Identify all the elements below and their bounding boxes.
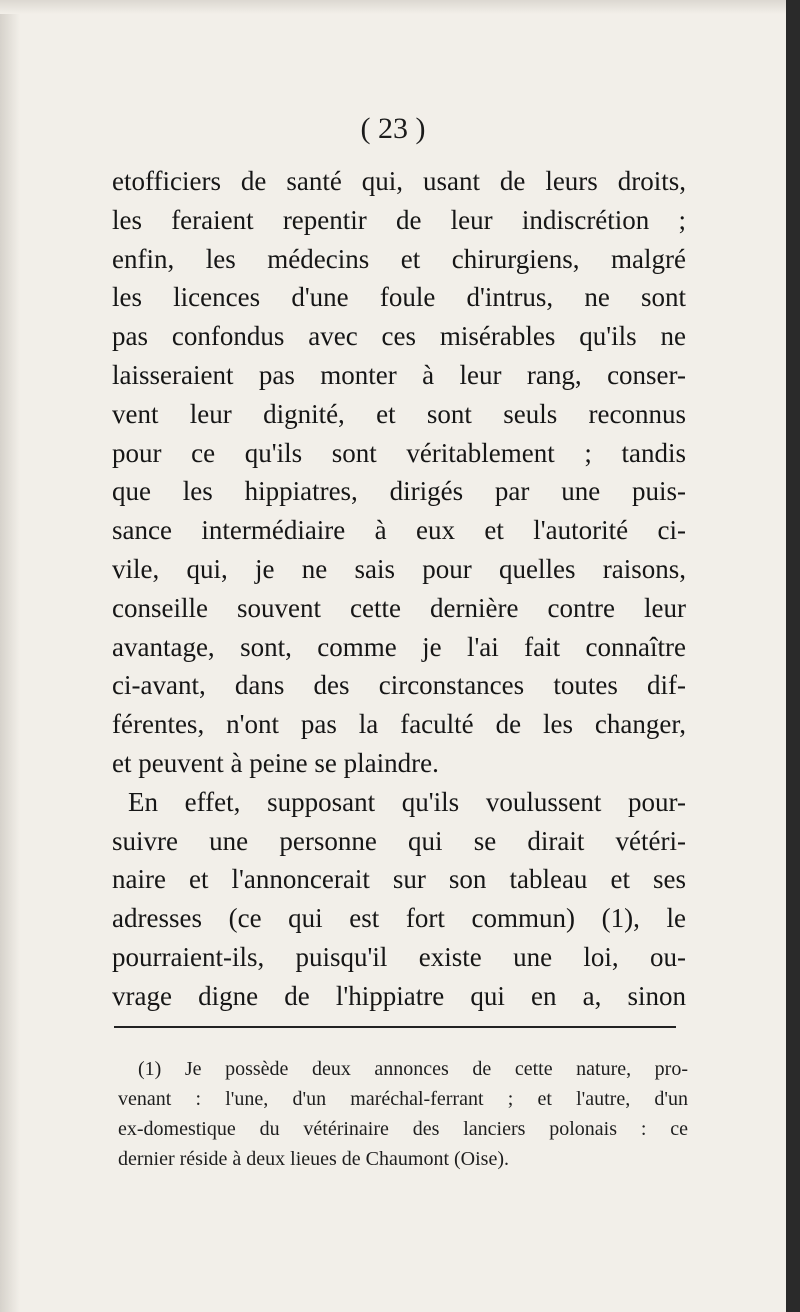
- text-line-paragraph-start: En effet, supposant qu'ils voulussent pour-: [128, 786, 686, 817]
- text-line: naire et l'annoncerait sur son tableau et ses: [112, 864, 686, 895]
- footnote-line: (1) Je possède deux annonces de cette nature, pro-: [138, 1058, 688, 1080]
- page-shadow-left: [0, 0, 20, 1312]
- text-line: enfin, les médecins et chirurgiens, malgré: [112, 243, 686, 274]
- page-shadow-top: [0, 0, 786, 14]
- page-number: ( 23 ): [360, 112, 426, 145]
- text-line: sance intermédiaire à eux et l'autorité ci-: [112, 515, 686, 546]
- text-line: pas confondus avec ces misérables qu'ils ne: [112, 321, 686, 352]
- footnote-line: venant : l'une, d'un maréchal-ferrant ; et l'autre, d'un: [118, 1088, 688, 1110]
- footnote-divider: [114, 1026, 676, 1028]
- footnote-line: dernier réside à deux lieues de Chaumont (Oise).: [118, 1148, 509, 1170]
- text-line: etofficiers de santé qui, usant de leurs droits,: [112, 166, 686, 196]
- footnote-line: ex-domestique du vétérinaire des lanciers polonais : ce: [118, 1118, 688, 1140]
- text-line: vent leur dignité, et sont seuls reconnus: [112, 398, 686, 429]
- text-line: ci-avant, dans des circonstances toutes dif-: [112, 670, 686, 701]
- footnote: [118, 1054, 688, 1174]
- text-line: laisseraient pas monter à leur rang, conser-: [112, 359, 686, 390]
- text-line: que les hippiatres, dirigés par une puis-: [112, 476, 686, 507]
- text-line: vile, qui, je ne sais pour quelles raisons,: [112, 553, 686, 584]
- text-line: adresses (ce qui est fort commun) (1), le: [112, 903, 686, 934]
- text-line-paragraph-end: et peuvent à peine se plaindre.: [112, 747, 439, 778]
- text-line: férentes, n'ont pas la faculté de les changer,: [112, 709, 686, 740]
- text-line: conseille souvent cette dernière contre leur: [112, 592, 686, 623]
- text-line: avantage, sont, comme je l'ai fait connaître: [112, 631, 686, 662]
- text-line: suivre une personne qui se dirait vétéri-: [112, 825, 686, 856]
- text-line: les feraient repentir de leur indiscrétion ;: [112, 204, 686, 235]
- body-text: [112, 162, 686, 1016]
- text-line: les licences d'une foule d'intrus, ne sont: [112, 282, 686, 313]
- text-line: pour ce qu'ils sont véritablement ; tandis: [112, 437, 686, 468]
- text-line: pourraient-ils, puisqu'il existe une loi, ou-: [112, 941, 686, 972]
- text-line: vrage digne de l'hippiatre qui en a, sinon: [112, 980, 686, 1011]
